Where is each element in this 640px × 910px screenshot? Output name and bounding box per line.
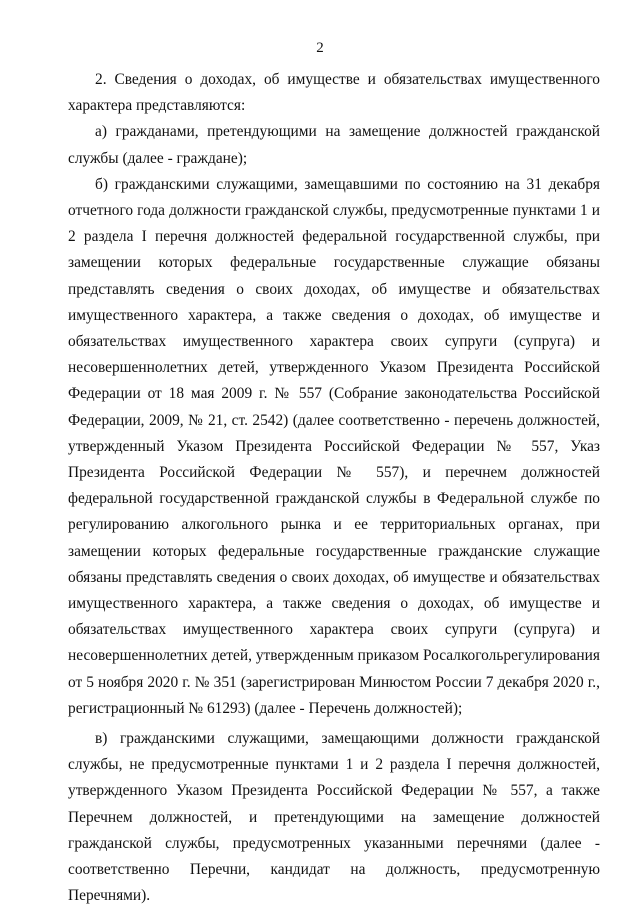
document-body	[68, 67, 600, 910]
page-number: 2	[316, 40, 324, 56]
paragraph-subitem-a: а) гражданами, претендующими на замещение должностей гражданской службы (далее - граждане);	[68, 123, 600, 167]
paragraph-item-2: 2. Сведения о доходах, об имуществе и обязательствах имущественного характера представляются:	[68, 71, 600, 115]
paragraph-subitem-v: в) гражданскими служащими, замещающими должности гражданской службы, не предусмотренные пунктами 1 и 2 раздела I перечня должностей, утвержденного Указом Президента Российской Федерации № 557, а также Перечнем должностей, и претендующими на замещение должностей гражданской службы, предусмотренных указанными перечнями (далее - соответственно Перечни, кандидат на должность, предусмотренную Перечнями).	[68, 730, 600, 905]
paragraph-subitem-b: б) гражданскими служащими, замещавшими по состоянию на 31 декабря отчетного года должности гражданской службы, предусмотренные пунктами 1 и 2 раздела I перечня должностей федеральной государственной службы, при замещении которых федеральные государственные служащие обязаны представлять сведения о своих доходах, об имуществе и обязательствах имущественного характера, а также сведения о доходах, об имуществе и обязательствах имущественного характера своих супруги (супруга) и несовершеннолетних детей, утвержденного Указом Президента Российской Федерации от 18 мая 2009 г. № 557 (Собрание законодательства Российской Федерации, 2009, № 21, ст. 2542) (далее соответственно - перечень должностей, утвержденный Указом Президента Российской Федерации № 557, Указ Президента Российской Федерации № 557), и перечнем должностей федеральной государственной гражданской службы в Федеральной службе по регулированию алкогольного рынка и ее территориальных органах, при замещении которых федеральные государственные гражданские служащие обязаны представлять сведения о своих доходах, об имуществе и обязательствах имущественного характера, а также сведения о доходах, об имуществе и обязательствах имущественного характера своих супруги (супруга) и несовершеннолетних детей, утвержденным приказом Росалкогольрегулирования от 5 ноября 2020 г. № 351 (зарегистрирован Минюстом России 7 декабря 2020 г., регистрационный № 61293) (далее - Перечень должностей);	[68, 175, 600, 717]
